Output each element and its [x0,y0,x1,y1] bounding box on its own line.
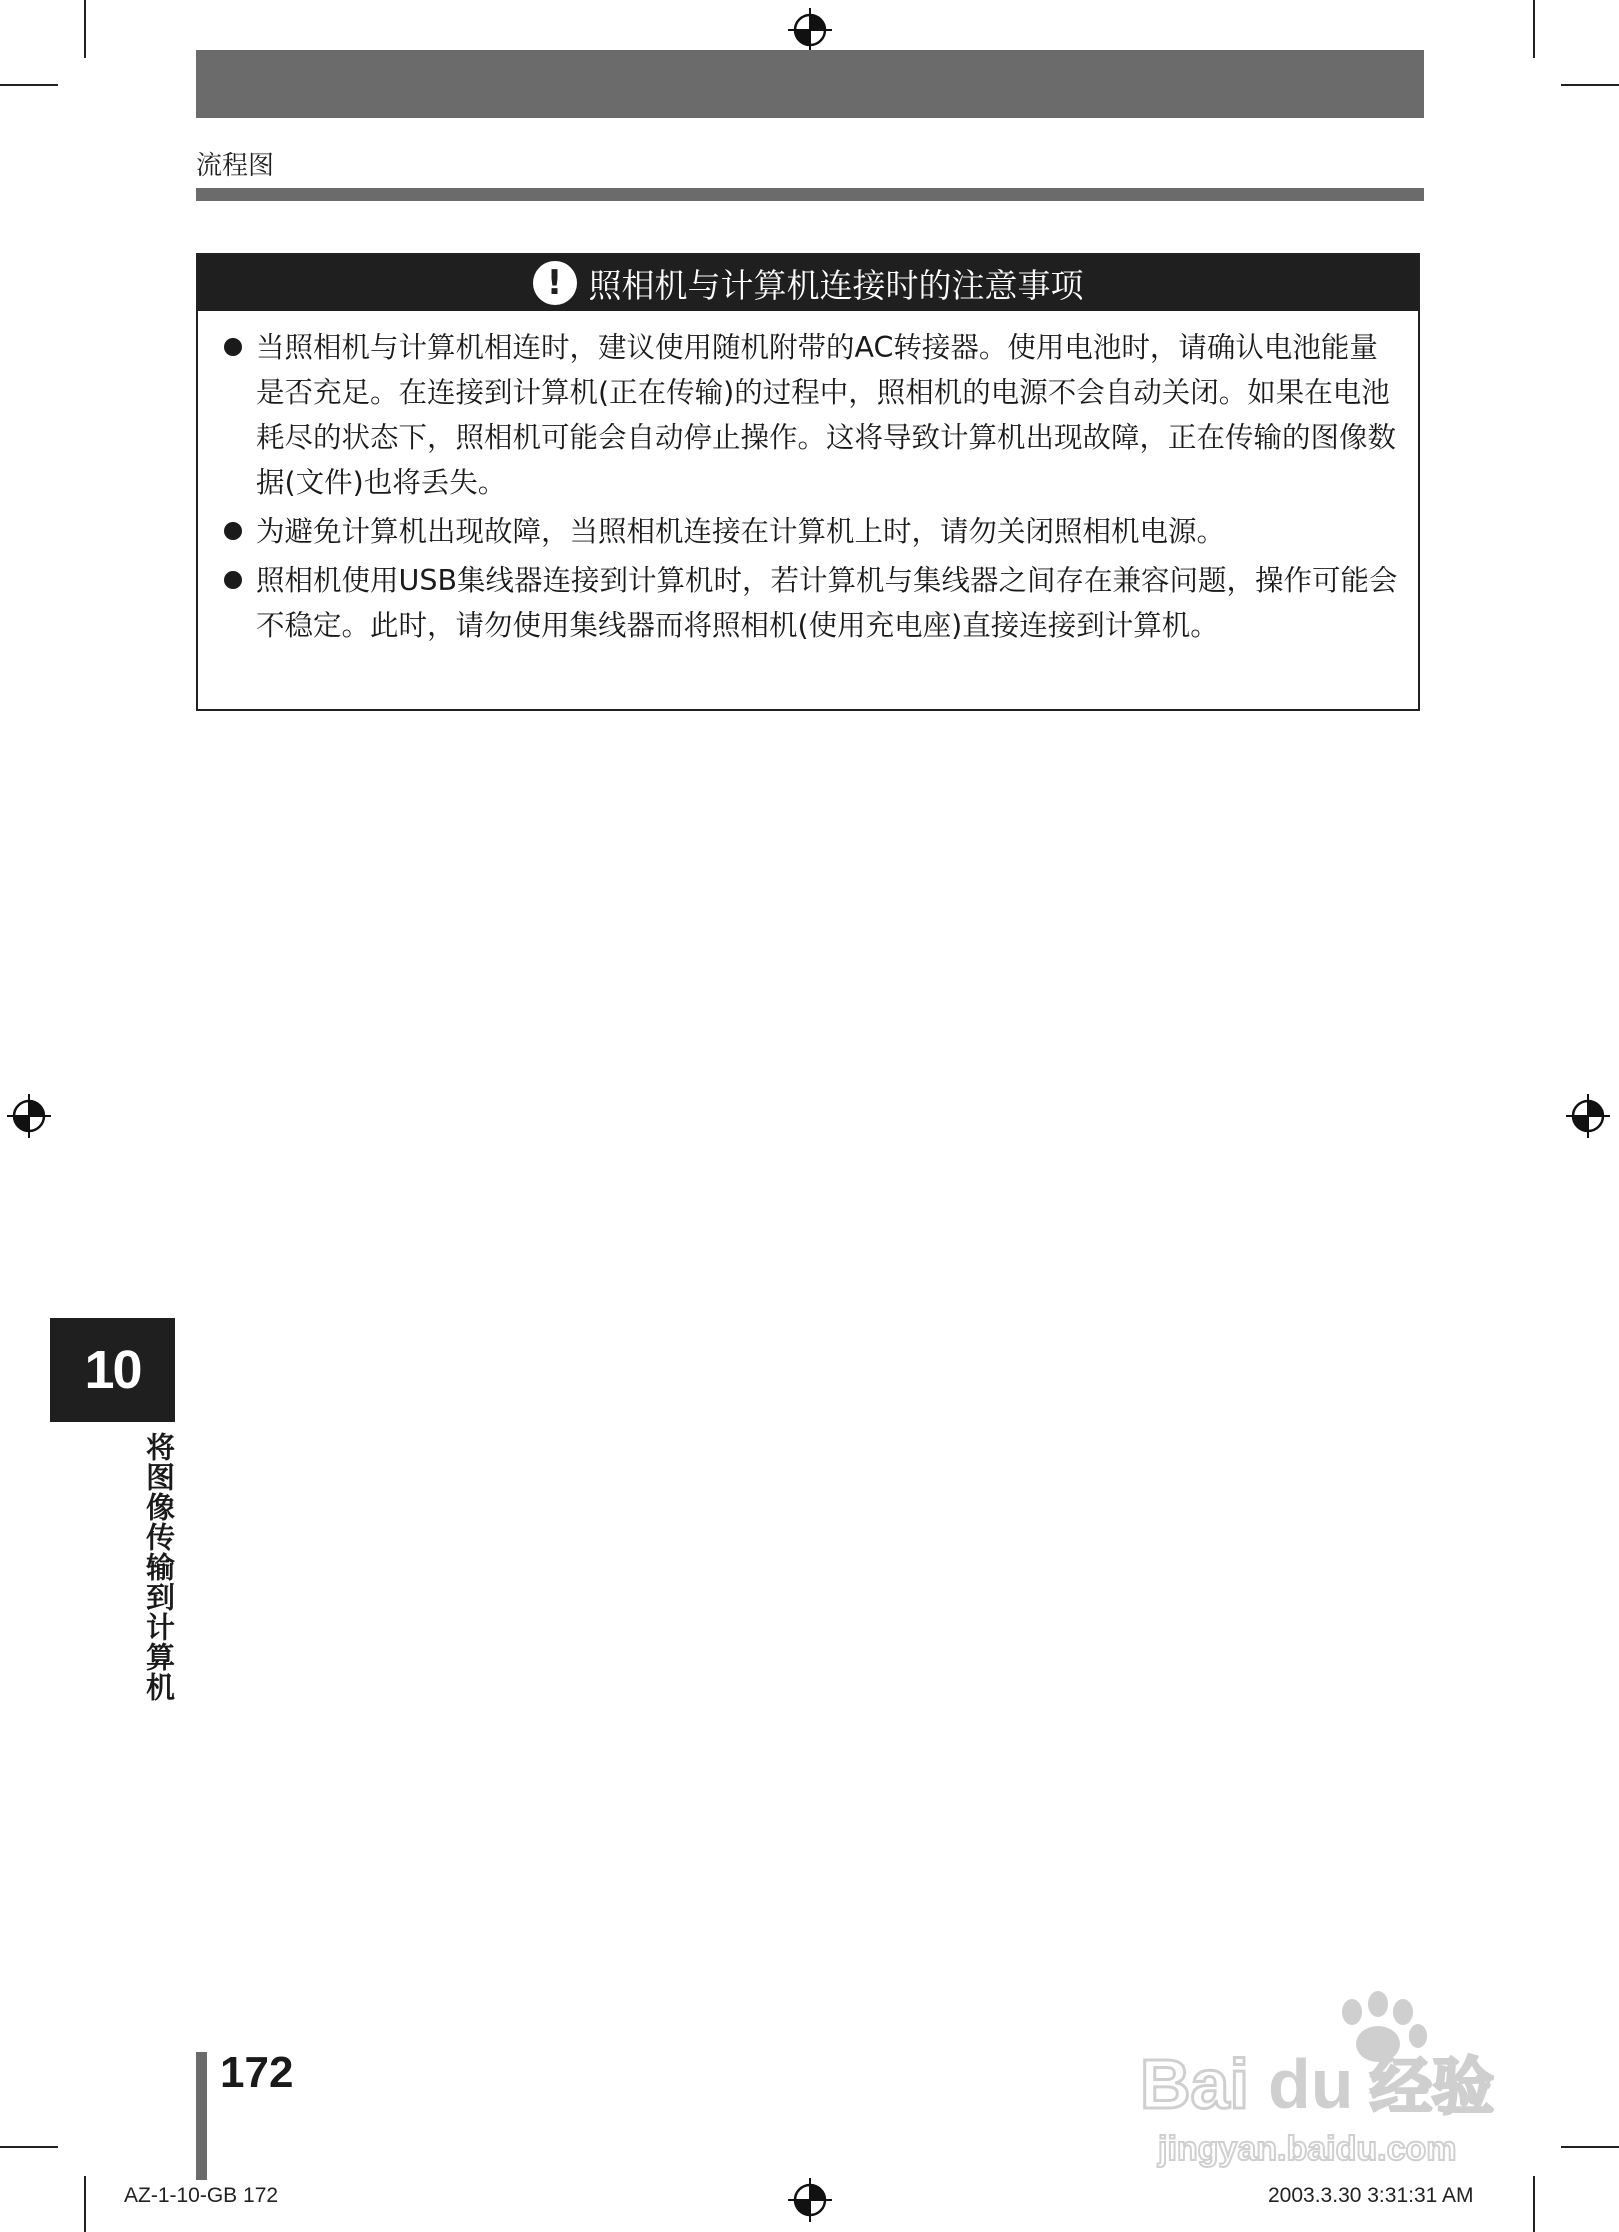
section-label: 流程图 [196,151,275,181]
crop-mark [84,2176,86,2232]
list-item [224,558,1398,648]
svg-text:经验: 经验 [1370,2050,1495,2123]
bullet-icon [224,571,242,589]
registration-mark-icon [788,2178,832,2222]
page-number: 172 [220,2048,294,2097]
list-item-text: 当照相机与计算机相连时，建议使用随机附带的AC转接器。使用电池时，请确认电池能量是否充足。在连接到计算机(正在传输)的过程中，照相机的电源不会自动关闭。如果在电池耗尽的状态下，照相机可能会自动停止操作。这将导致计算机出现故障，正在传输的图像数据(文件)也将丢失。 [256,331,1397,499]
header-rule [196,188,1424,201]
crop-mark [1533,0,1535,58]
footer-left: AZ-1-10-GB 172 [124,2184,279,2207]
crop-mark [0,84,58,86]
crop-mark [0,2146,58,2148]
list-item [224,325,1398,505]
notice-title: 照相机与计算机连接时的注意事项 [588,265,1084,305]
svg-text:du: du [1268,2045,1354,2123]
bullet-icon [224,522,242,540]
page-number-bar [196,2052,207,2180]
bullet-icon [224,338,242,356]
header-bar [196,50,1424,118]
chapter-title: 将图像传输到计算机 [142,1432,176,1702]
crop-mark [1561,2146,1619,2148]
chapter-number: 10 [50,1318,175,1422]
list-item [224,509,1398,554]
list-item-text: 照相机使用USB集线器连接到计算机时，若计算机与集线器之间存在兼容问题，操作可能会不稳定。此时，请勿使用集线器而将照相机(使用充电座)直接连接到计算机。 [256,564,1398,642]
crop-mark [1561,84,1619,86]
registration-mark-icon [7,1094,51,1138]
registration-mark-icon [1566,1094,1610,1138]
notice-box [196,253,1420,711]
notice-list [198,311,1418,648]
registration-mark-icon [788,8,832,52]
svg-text:Bai: Bai [1140,2045,1249,2123]
list-item-text: 为避免计算机出现故障，当照相机连接在计算机上时，请勿关闭照相机电源。 [256,515,1226,548]
notice-header [198,255,1418,311]
footer-right: 2003.3.30 3:31:31 AM [1268,2184,1474,2207]
baidu-watermark-logo [1120,1990,1560,2190]
crop-mark [84,0,86,58]
svg-text:jingyan.baidu.com: jingyan.baidu.com [1158,2130,1457,2168]
exclamation-icon: ! [533,261,577,305]
